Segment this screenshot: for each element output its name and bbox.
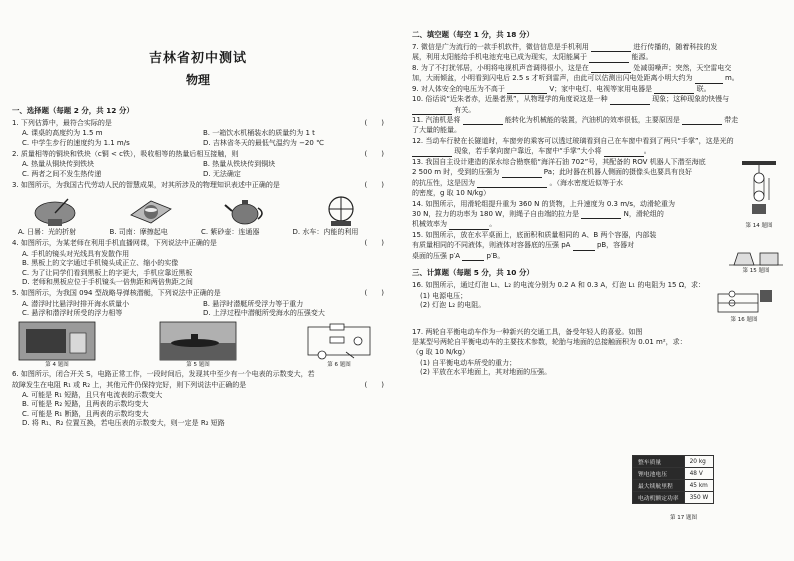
question-1-options	[22, 129, 384, 148]
question-4-options	[22, 250, 384, 288]
question-3: 3. 如图所示，为我国古代劳动人民的智慧成果，对其所涉及的物理知识表述中正确的是 ( )	[12, 181, 384, 190]
question-12-cont: 现象，若手掌向窗户靠近，车窗中“手掌”大小将 。	[412, 147, 784, 156]
question-10: 10. 俗话说“近朱者赤，近墨者黑”，从物理学的角度说这是一种 现象；这种现象的快慢与	[412, 95, 730, 104]
question-8-cont: 加，大雨倾盆，小明看到闪电后 2.5 s 才听到雷声，由此可以估测出闪电处距离小明大约为 m。	[412, 74, 739, 83]
option: B. 司南：摩擦起电	[109, 227, 168, 236]
question-13-cont2: 的抗压性，这是因为 。（海水密度近似等于水	[412, 178, 623, 187]
figure-15-caption: 第 15 题图	[742, 267, 770, 274]
parallel-circuit-diagram	[714, 288, 774, 316]
question-6: 6. 如图所示，闭合开关 S，电路正常工作，一段时间后，发现其中至少有一个电表的示数变大，若	[12, 370, 315, 379]
option: A. 日晷：光的折射	[18, 227, 77, 236]
option: D. 上浮过程中潜艇所受海水的压强变大	[203, 309, 325, 318]
waterwheel-image	[318, 193, 364, 227]
pulley-diagram	[734, 160, 784, 222]
option: A. 热量从铜块传到铁块	[22, 160, 95, 169]
option: D. 将 R₁、R₂ 位置互换，若电压表的示数变大，则一定是 R₂ 短路	[22, 419, 225, 428]
question-8: 8. 为了不打扰邻居，小明将电视机声音调得很小，这是在 处减弱噪声；突然，天空雷电交	[412, 63, 732, 72]
figure-4-caption: 第 4 题图	[45, 361, 69, 368]
question-15-cont: 有质量相同的不同液体，则液体对容器底的压强 pA pB，容器对	[412, 241, 635, 250]
compass-image	[127, 193, 173, 227]
question-12: 12. 当动车行驶在长隧道时，车窗旁的乘客可以透过玻璃看到自己在车窗中看到了两只“手掌”，这是光的	[412, 136, 734, 145]
circuit-diagram	[300, 321, 378, 361]
table-row: 整车质量 20 kg	[633, 456, 714, 468]
left-column	[12, 0, 384, 431]
question-14: 14. 如图所示，用滑轮组提升重为 360 N 的货物，上升速度为 0.3 m/s，动滑轮重为	[412, 199, 676, 208]
question-3-options	[18, 228, 384, 237]
option: D. 无法确定	[203, 169, 241, 178]
option: A. 可能是 R₁ 短路，且只有电流表的示数变大	[22, 391, 163, 400]
question-5-options	[22, 300, 384, 319]
option: B. 热量从铁块传到铜块	[203, 160, 276, 169]
submarine-image	[159, 321, 237, 361]
section-choice-heading: 一、选择题（每题 2 分，共 12 分）	[12, 105, 134, 115]
figure-15	[728, 249, 784, 275]
question-15-cont2: 桌面的压强 p′A p′B。	[412, 251, 505, 260]
question-15: 15. 如图所示，放在水平桌面上，底面积和质量相同的 A、B 两个容器，内部装	[412, 230, 657, 239]
figure-5-caption: 第 5 题图	[186, 361, 210, 368]
question-9: 9. 对人体安全的电压为不高于 V；家中电灯、电视等家用电器是 联。	[412, 84, 711, 93]
option: A. 手机的镜头对光线具有发散作用	[22, 249, 130, 258]
teapot-image	[223, 193, 269, 227]
question-4: 4. 如图所示，为某老师在利用手机直播网课，下列说法中正确的是 ( )	[12, 239, 384, 248]
question-13-cont: 2 500 m 时，受到的压强为 Pa；此时器在机器人侧面的摄像头也要具有良好	[412, 168, 692, 177]
figure-6-caption: 第 6 题图	[327, 361, 351, 368]
option: C. 中学生步行的速度约为 1.1 m/s	[22, 138, 130, 147]
figure-5	[159, 321, 237, 369]
question-13: 13. 我国自主设计建造的深水综合勘察船“海洋石油 702”号，其配备的 ROV 机器人下潜至海底	[412, 157, 706, 166]
option: C. 紫砂壶：连通器	[201, 227, 260, 236]
scooter-spec-table	[632, 455, 714, 504]
section-fill-heading: 二、填空题（每空 1 分，共 18 分）	[412, 30, 534, 39]
option: A. 潜浮时比悬浮时排开海水质量小	[22, 299, 130, 308]
containers-diagram	[728, 249, 784, 267]
option: D. 吉林省冬天的最低气温约为 −20 ℃	[203, 138, 324, 147]
question-13-cont3: 的密度，g 取 10 N/kg）	[412, 189, 491, 198]
phone-livestream-image	[18, 321, 96, 361]
option: C. 可能是 R₁ 断路，且两表的示数均变大	[22, 409, 149, 418]
question-1: 1. 下列估算中，最符合实际的是 ( )	[12, 118, 384, 127]
question-17-cont2: （g 取 10 N/kg）	[412, 348, 470, 357]
exam-subject: 物理	[185, 72, 210, 87]
section-calc-heading: 三、计算题（每题 5 分，共 10 分）	[412, 268, 534, 278]
question-14-cont2: 机械效率为 。	[412, 220, 497, 229]
question-11-cont: 了大量的能量。	[412, 126, 461, 135]
question-2-options	[22, 160, 384, 179]
option: B. 黑板上的文字通过手机镜头成正立、缩小的实像	[22, 259, 179, 268]
question-16-body	[412, 292, 784, 322]
figure-6	[300, 321, 378, 369]
option: C. 为了让同学们看到黑板上的字更大，手机应靠近黑板	[22, 268, 193, 277]
figure-14-caption: 第 14 题图	[745, 222, 773, 229]
option: D. 水车：内能的利用	[292, 227, 359, 236]
option: C. 悬浮和潜浮时所受的浮力相等	[22, 309, 123, 318]
table-row: 锂电池电压 48 V	[633, 468, 714, 480]
question-6-options	[22, 391, 384, 429]
question-17-part-2: (2) 平放在水平地面上，其对地面的压强。	[420, 368, 552, 377]
question-5: 5. 如图所示，为我国 094 型战略导弹核潜艇，下列说法中正确的是 ( )	[12, 289, 384, 298]
figure-16	[714, 288, 774, 324]
question-3-figures	[32, 193, 364, 227]
exam-title: 吉林省初中测试	[148, 51, 247, 66]
question-7-cont: 展，利用太阳能给手机电池充电已成为现实，太阳能属于 能源。	[412, 53, 653, 62]
question-17-cont: 是某型号两轮自平衡电动车的主要技术参数，轮胎与地面的总接触面积为 0.01 m²，求：	[412, 338, 687, 347]
figure-16-caption: 第 16 题图	[730, 316, 758, 323]
option: D. 老师和黑板应位于手机镜头一倍焦距和两倍焦距之间	[22, 277, 193, 286]
option: C. 两者之间不发生热传递	[22, 169, 102, 178]
question-2: 2. 质量相等的铜块和铁块（c铜 < c铁），吸收相等的热量后相互接触，则 ( )	[12, 150, 384, 159]
question-14-cont: 30 N，拉力的功率为 180 W，则绳子自由端的拉力是 N，滑轮组的	[412, 209, 664, 218]
table-row: 电动机额定功率 350 W	[633, 492, 714, 504]
question-16-part-1: (1) 电源电压；	[420, 291, 468, 300]
option: A. 课桌的高度约为 1.5 m	[22, 129, 103, 138]
question-7: 7. 微信是广为流行的一款手机软件，微信信息是手机利用 进行传播的，随着科技的发	[412, 42, 718, 51]
figure-14	[734, 160, 784, 230]
question-17: 17. 两轮自平衡电动车作为一种新兴的交通工具，备受年轻人的喜爱。如图	[412, 327, 643, 336]
question-16: 16. 如图所示，通过灯泡 L₁、L₂ 的电流分别为 0.2 A 和 0.3 A，灯泡 L₁ 的电阻为 15 Ω，求：	[412, 281, 706, 290]
table-row: 最大续航里程 45 km	[633, 480, 714, 492]
question-6-cont: 故障发生在电阻 R₁ 或 R₂ 上，其他元件仍保持完好，则下列说法中正确的是 ( )	[12, 380, 384, 389]
question-11: 11. 汽油机是将 能转化为机械能的装置，汽油机的效率很低，主要原因是 带走	[412, 116, 739, 125]
figure-17-caption: 第 17 题图	[670, 515, 697, 521]
figure-4	[18, 321, 96, 369]
figures-4-6	[18, 321, 378, 369]
sundial-image	[32, 193, 78, 227]
option: B. 悬浮时潜艇所受浮力等于重力	[203, 299, 304, 308]
right-column	[412, 30, 784, 378]
question-16-part-2: (2) 灯泡 L₂ 的电阻。	[420, 301, 486, 310]
option: B. 可能是 R₂ 短路，且两表的示数均变大	[22, 400, 149, 409]
option: B. 一箱饮水机桶装水的质量约为 1 t	[203, 129, 315, 138]
question-10-cont: 有关。	[412, 106, 784, 115]
question-17-part-1: (1) 自平衡电动车所受的重力；	[420, 358, 517, 367]
